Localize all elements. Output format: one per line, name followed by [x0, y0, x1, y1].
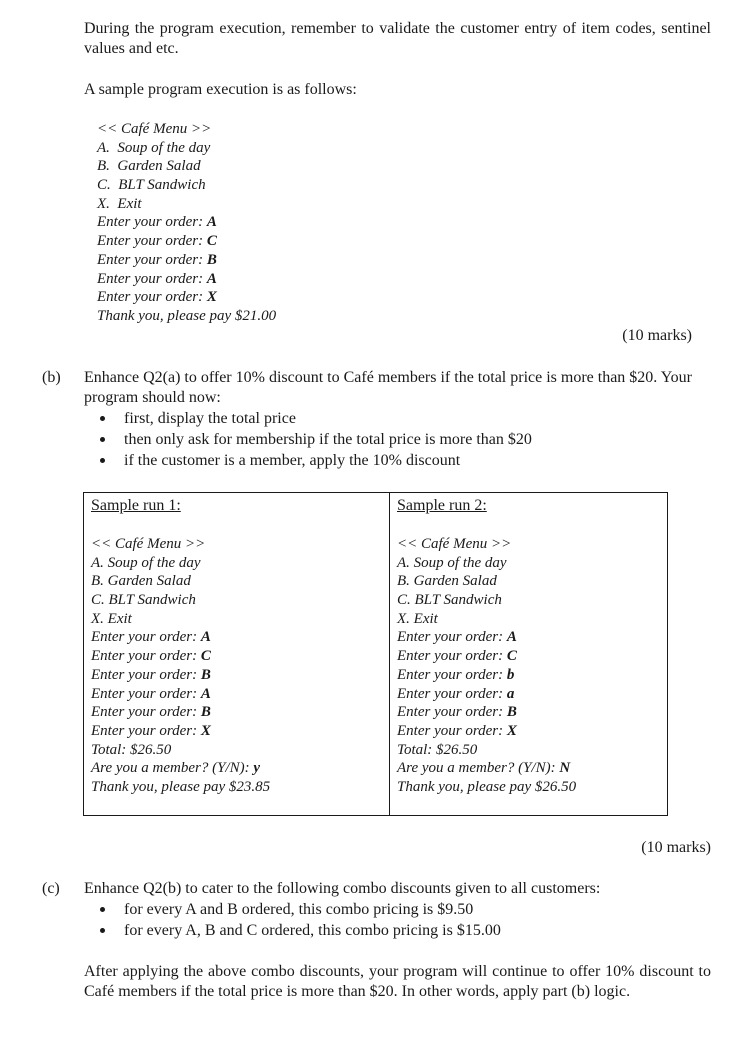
- output-line-text: Thank you, please pay $23.85: [91, 778, 271, 795]
- output-line-text: Enter your order:: [97, 289, 207, 306]
- output-line-text: B. Garden Salad: [91, 573, 191, 590]
- output-line: [397, 591, 661, 610]
- output-line-text: Enter your order:: [397, 666, 507, 683]
- sample-runs-table: [83, 492, 668, 816]
- user-input-value: y: [253, 760, 260, 777]
- output-line-text: Total: $26.50: [397, 741, 478, 758]
- output-line-text: Enter your order:: [91, 722, 201, 739]
- output-line-text: B. Garden Salad: [397, 573, 497, 590]
- validation-paragraph: During the program execution, remember to validate the customer entry of item codes, sentinel values and etc.: [84, 20, 711, 57]
- output-line-text: C. BLT Sandwich: [91, 592, 196, 609]
- output-line: [397, 759, 661, 778]
- output-line: [97, 139, 497, 158]
- output-line: [91, 535, 383, 554]
- user-input-value: X: [200, 722, 211, 739]
- output-line: [97, 213, 497, 232]
- output-line-text: C. BLT Sandwich: [397, 592, 502, 609]
- output-line: [397, 741, 661, 760]
- user-input-value: A: [200, 685, 211, 702]
- output-line: [91, 741, 383, 760]
- output-line-text: Enter your order:: [397, 629, 507, 646]
- output-line-text: Enter your order:: [397, 685, 507, 702]
- output-line-text: Enter your order:: [397, 722, 507, 739]
- output-line-text: Enter your order:: [397, 704, 507, 721]
- output-line: [91, 778, 383, 797]
- output-line-text: Enter your order:: [97, 270, 207, 287]
- part-c-text: Enhance Q2(b) to cater to the following combo discounts given to all customers:: [84, 880, 601, 897]
- user-input-value: A: [206, 214, 217, 231]
- output-line-text: Enter your order:: [97, 214, 207, 231]
- output-line: [97, 251, 497, 270]
- output-line: [397, 778, 661, 797]
- output-line: [97, 232, 497, 251]
- output-line-text: X. Exit: [397, 610, 438, 627]
- sample-run-1-cell: [84, 493, 390, 816]
- output-line-text: << Café Menu >>: [397, 536, 512, 552]
- part-b-text: Enhance Q2(a) to offer 10% discount to Café members if the total price is more than $20. Your program should now:: [84, 369, 692, 406]
- part-b-label: (b): [42, 369, 61, 386]
- sample-run-2-cell: [390, 493, 668, 816]
- user-input-value: X: [206, 289, 217, 306]
- output-line: [397, 666, 661, 685]
- output-line: [97, 176, 497, 195]
- output-line-text: Enter your order:: [91, 629, 201, 646]
- output-line-text: Enter your order:: [91, 648, 201, 665]
- output-line-text: Enter your order:: [97, 251, 207, 268]
- marks-part-a: (10 marks): [622, 327, 692, 344]
- output-line: [91, 647, 383, 666]
- output-line: [91, 703, 383, 722]
- output-line-text: Enter your order:: [97, 233, 207, 250]
- user-input-value: B: [506, 704, 517, 721]
- output-line: [397, 572, 661, 591]
- user-input-value: N: [559, 760, 571, 777]
- output-line-text: Enter your order:: [91, 685, 201, 702]
- output-line-text: Enter your order:: [91, 704, 201, 721]
- output-line: [97, 195, 497, 214]
- output-line-text: A. Soup of the day: [397, 554, 507, 571]
- output-line: [91, 554, 383, 573]
- output-line: [91, 666, 383, 685]
- output-line: [91, 628, 383, 647]
- output-line: [91, 759, 383, 778]
- part-b-bullet-list: [84, 408, 704, 471]
- output-line: [97, 157, 497, 176]
- output-line-text: A. Soup of the day: [97, 139, 211, 156]
- output-line-text: << Café Menu >>: [91, 536, 206, 552]
- bullet-item: for every A and B ordered, this combo pricing is $9.50: [84, 899, 704, 920]
- user-input-value: B: [200, 704, 211, 721]
- output-line: [397, 628, 661, 647]
- output-line: [397, 722, 661, 741]
- output-line-text: Enter your order:: [397, 648, 507, 665]
- user-input-value: a: [506, 685, 515, 702]
- user-input-value: b: [506, 666, 515, 683]
- output-line: [397, 647, 661, 666]
- output-line-text: A. Soup of the day: [91, 554, 201, 571]
- output-line-text: << Café Menu >>: [97, 121, 212, 137]
- part-c-bullet-list: [84, 899, 704, 941]
- output-line-text: Thank you, please pay $21.00: [97, 307, 277, 324]
- output-line: [397, 610, 661, 629]
- output-line: [397, 703, 661, 722]
- output-line: [91, 572, 383, 591]
- user-input-value: X: [506, 722, 517, 739]
- output-line-text: Thank you, please pay $26.50: [397, 778, 577, 795]
- output-line-text: X. Exit: [91, 610, 132, 627]
- output-line-text: Total: $26.50: [91, 741, 172, 758]
- output-line: [91, 722, 383, 741]
- output-line: [91, 685, 383, 704]
- sample-heading: A sample program execution is as follows:: [84, 81, 357, 98]
- output-line-text: X. Exit: [97, 195, 142, 212]
- bullet-item: if the customer is a member, apply the 10% discount: [84, 450, 704, 471]
- output-line-text: B. Garden Salad: [97, 158, 201, 175]
- output-line: [91, 591, 383, 610]
- user-input-value: A: [206, 270, 217, 287]
- sample-run-2-heading: Sample run 2:: [397, 497, 487, 514]
- user-input-value: C: [200, 648, 211, 665]
- bullet-item: then only ask for membership if the total price is more than $20: [84, 429, 704, 450]
- sample-run-1-output: [91, 535, 383, 797]
- output-line: [397, 535, 661, 554]
- user-input-value: B: [200, 666, 211, 683]
- output-line: [397, 685, 661, 704]
- output-line-text: Are you a member? (Y/N):: [91, 760, 254, 777]
- part-c-label: (c): [42, 880, 60, 897]
- output-line: [91, 610, 383, 629]
- bullet-item: for every A, B and C ordered, this combo pricing is $15.00: [84, 920, 704, 941]
- output-line: [97, 120, 497, 139]
- sample-run-1-heading: Sample run 1:: [91, 497, 181, 514]
- output-line-text: Are you a member? (Y/N):: [397, 760, 560, 777]
- output-line: [97, 270, 497, 289]
- user-input-value: A: [506, 629, 517, 646]
- sample-program-output: [97, 120, 497, 326]
- user-input-value: B: [206, 251, 217, 268]
- part-c-closing-paragraph: After applying the above combo discounts, your program will continue to offer 10% discount to Café members if the total price is more than $20. In other words, apply part (b) logic.: [84, 963, 711, 1000]
- output-line: [397, 554, 661, 573]
- user-input-value: C: [206, 233, 217, 250]
- output-line-text: C. BLT Sandwich: [97, 177, 206, 194]
- output-line-text: Enter your order:: [91, 666, 201, 683]
- sample-run-2-output: [397, 535, 661, 797]
- bullet-item: first, display the total price: [84, 408, 704, 429]
- user-input-value: C: [506, 648, 517, 665]
- user-input-value: A: [200, 629, 211, 646]
- marks-part-b: (10 marks): [641, 839, 711, 856]
- output-line: [97, 307, 497, 326]
- output-line: [97, 288, 497, 307]
